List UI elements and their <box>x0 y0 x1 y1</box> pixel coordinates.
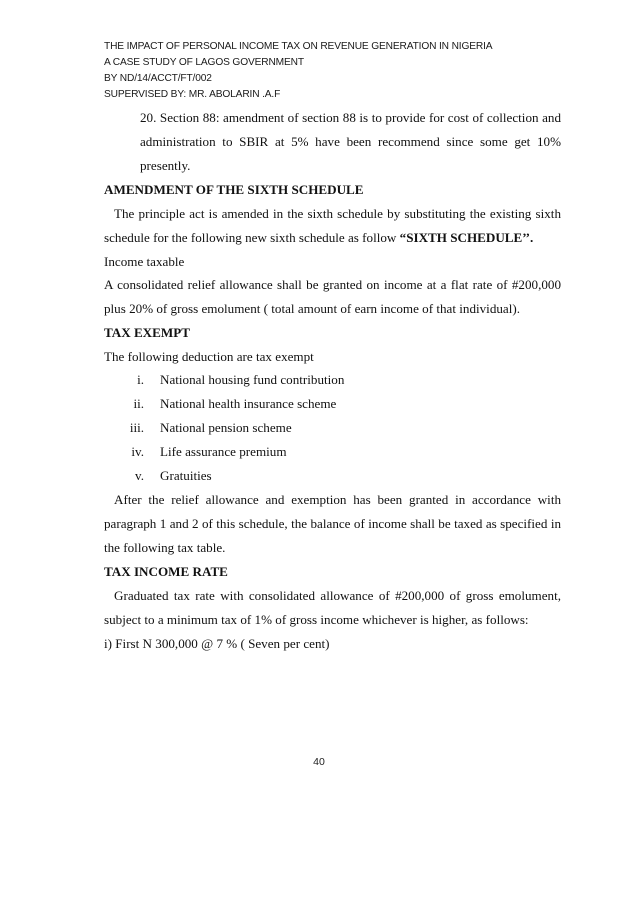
page-number: 40 <box>313 756 325 768</box>
section-20-paragraph: 20. Section 88: amendment of section 88 is to provide for cost of collection and administration to SBIR at 5% have been recommend since some get 10% presently. <box>140 110 561 173</box>
list-item-text: Life assurance premium <box>160 444 287 459</box>
tax-income-rate-heading: TAX INCOME RATE <box>104 564 228 579</box>
list-item-number: v. <box>135 468 144 483</box>
header-case-study: A CASE STUDY OF LAGOS GOVERNMENT <box>104 57 304 68</box>
graduated-rate-paragraph: Graduated tax rate with consolidated allowance of #200,000 of gross emolument, subject to a minimum tax of 1% of gross income whichever is higher, as follows: <box>104 588 561 627</box>
list-item-text: National health insurance scheme <box>160 396 337 411</box>
income-taxable-label: Income taxable <box>104 254 185 269</box>
list-item-number: iii. <box>129 420 144 435</box>
list-item-text: National housing fund contribution <box>160 372 345 387</box>
amendment-heading: AMENDMENT OF THE SIXTH SCHEDULE <box>104 182 364 197</box>
tax-exempt-intro: The following deduction are tax exempt <box>104 349 314 364</box>
list-item-number: iv. <box>131 444 144 459</box>
sixth-schedule-quote: “SIXTH SCHEDULE’’. <box>399 230 534 245</box>
header-student-id: BY ND/14/ACCT/FT/002 <box>104 73 212 84</box>
list-item-number: i. <box>137 372 144 387</box>
after-relief-paragraph: After the relief allowance and exemption has been granted in accordance with paragraph 1 and 2 of this schedule, the balance of income shall be taxed as specified in the following tax table. <box>104 492 561 555</box>
amendment-paragraph <box>104 202 561 250</box>
first-rate-line: i) First N 300,000 @ 7 % ( Seven per cent) <box>104 636 330 651</box>
list-item <box>104 416 561 440</box>
amendment-paragraph-text: The principle act is amended in the sixth schedule by substituting the existing sixth schedule for the following new sixth schedule as follow <box>104 206 561 245</box>
exempt-list <box>104 368 561 488</box>
list-item <box>104 392 561 416</box>
header-title: THE IMPACT OF PERSONAL INCOME TAX ON REVENUE GENERATION IN NIGERIA <box>104 41 493 52</box>
list-item <box>104 464 561 488</box>
header-supervisor: SUPERVISED BY: MR. ABOLARIN .A.F <box>104 89 281 100</box>
list-item-number: ii. <box>133 396 144 411</box>
list-item <box>104 368 561 392</box>
running-header <box>104 39 492 103</box>
document-body <box>104 106 561 655</box>
tax-exempt-heading: TAX EXEMPT <box>104 325 190 340</box>
list-item-text: Gratuities <box>160 468 212 483</box>
list-item <box>104 440 561 464</box>
list-item-text: National pension scheme <box>160 420 292 435</box>
relief-allowance-paragraph: A consolidated relief allowance shall be granted on income at a flat rate of #200,000 plus 20% of gross emolument ( total amount of earn income of that individual). <box>104 277 561 316</box>
